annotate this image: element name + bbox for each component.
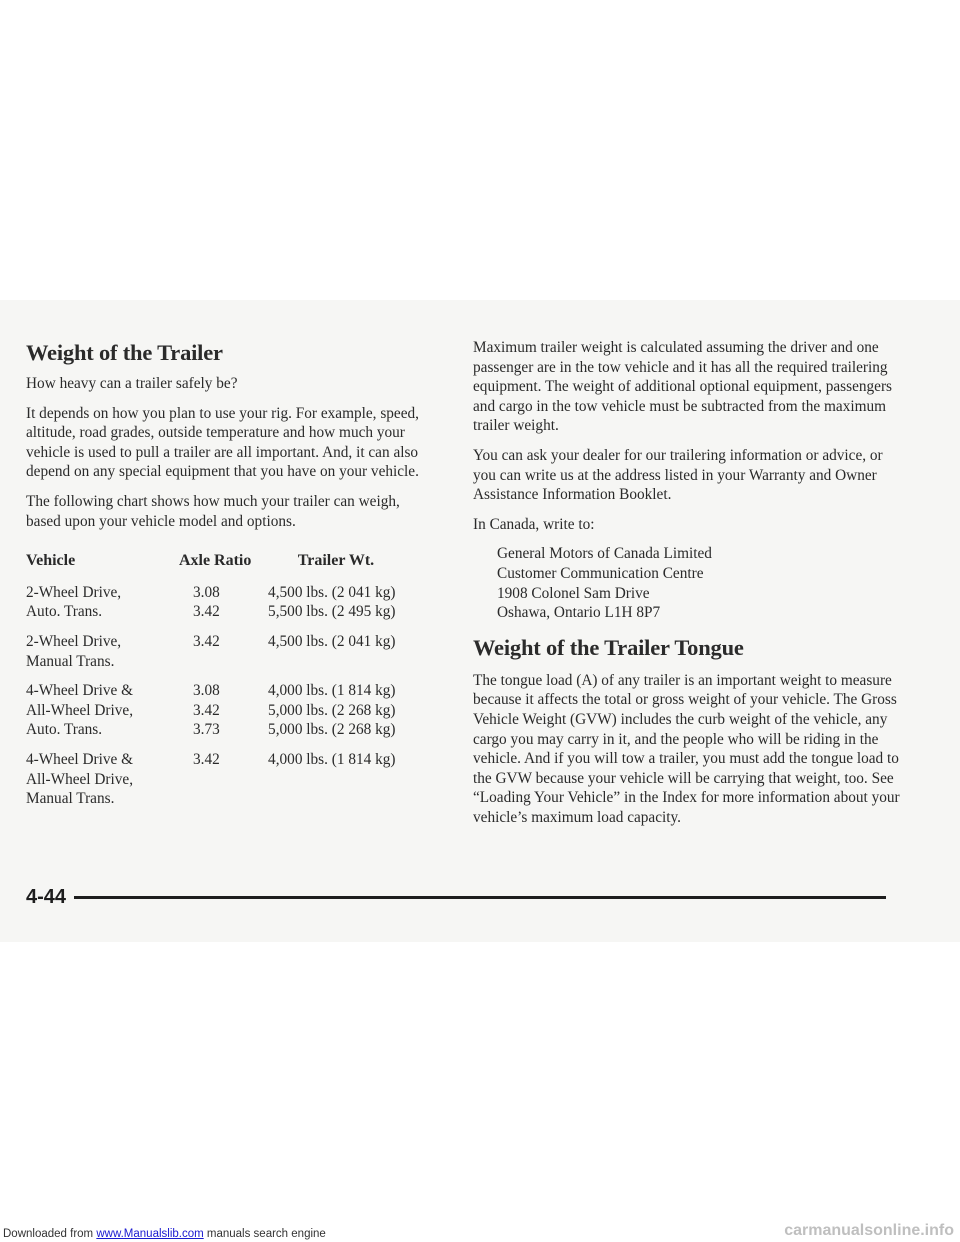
axle-ratio-cell: 3.08 3.42 <box>193 583 220 621</box>
paragraph: In Canada, write to: <box>473 515 595 533</box>
section-heading-trailer-weight: Weight of the Trailer <box>26 340 223 365</box>
watermark-logo: carmanualsonline.info <box>784 1222 954 1239</box>
paragraph: The following chart shows how much your trailer can weigh, based upon your vehicle model and options. <box>26 492 400 530</box>
address-block: General Motors of Canada Limited Customer Communication Centre 1908 Colonel Sam Drive Oshawa, Ontario L1H 8P7 <box>497 545 712 622</box>
vehicle-cell: 2-Wheel Drive, Manual Trans. <box>26 632 122 670</box>
trailer-weight-cell: 4,000 lbs. (1 814 kg) <box>268 750 396 768</box>
right-column <box>473 338 903 837</box>
trailer-weight-cell: 4,000 lbs. (1 814 kg) 5,000 lbs. (2 268 kg) 5,000 lbs. (2 268 kg) <box>268 682 396 739</box>
manual-page <box>0 300 960 942</box>
footer-rule <box>74 896 886 899</box>
trailer-weight-table <box>26 551 426 809</box>
page-number: 4-44 <box>26 886 67 908</box>
vehicle-cell: 2-Wheel Drive, Auto. Trans. <box>26 583 122 621</box>
left-column <box>26 340 426 819</box>
section-heading-tongue-weight: Weight of the Trailer Tongue <box>473 634 744 660</box>
header-vehicle: Vehicle <box>26 552 76 570</box>
axle-ratio-cell: 3.42 <box>193 632 220 650</box>
paragraph: You can ask your dealer for our trailering information or advice, or you can write us at the address listed in your Warranty and Owner Assistance Information Booklet. <box>473 446 883 504</box>
paragraph: How heavy can a trailer safely be? <box>26 375 238 392</box>
trailer-weight-cell: 4,500 lbs. (2 041 kg) 5,500 lbs. (2 495 kg) <box>268 583 396 621</box>
page-footer <box>26 886 886 909</box>
trailer-weight-cell: 4,500 lbs. (2 041 kg) <box>268 632 396 650</box>
paragraph: The tongue load (A) of any trailer is an important weight to measure because it affects the total or gross weight of your vehicle. The Gross Vehicle Weight (GVW) includes the curb weight of the vehicle, any cargo you may carry in it, and the people who will be riding in the vehicle. And if you will tow a trailer, you must add the tongue load to the GVW because your vehicle will be carrying that weight, too. See “Loading Your Vehicle” in the Index for more information about your vehicle’s maximum load capacity. <box>473 671 900 826</box>
header-axle-ratio: Axle Ratio <box>178 552 252 570</box>
vehicle-cell: 4-Wheel Drive & All-Wheel Drive, Auto. Trans. <box>26 682 134 739</box>
table-row <box>26 583 426 622</box>
download-suffix: manuals search engine <box>203 1228 326 1240</box>
header-trailer-weight: Trailer Wt. <box>297 552 375 570</box>
paragraph: It depends on how you plan to use your rig. For example, speed, altitude, road grades, outside temperature and how much your vehicle is used to pull a trailer are all important. And, it can also depend on any special equipment that you have on your vehicle. <box>26 404 419 481</box>
paragraph: Maximum trailer weight is calculated assuming the driver and one passenger are in the tow vehicle and it has all the required trailering equipment. The weight of additional optional equipment, passengers and cargo in the tow vehicle must be subtracted from the maximum trailer weight. <box>473 339 893 435</box>
axle-ratio-cell: 3.42 <box>193 750 220 768</box>
manualslib-link[interactable]: www.Manualslib.com <box>96 1228 204 1240</box>
axle-ratio-cell: 3.08 3.42 3.73 <box>193 682 220 739</box>
table-row <box>26 632 426 671</box>
table-row <box>26 681 426 740</box>
table-header <box>26 551 426 571</box>
vehicle-cell: 4-Wheel Drive & All-Wheel Drive, Manual Trans. <box>26 750 134 808</box>
download-prefix: Downloaded from <box>3 1228 97 1240</box>
table-row <box>26 750 426 809</box>
